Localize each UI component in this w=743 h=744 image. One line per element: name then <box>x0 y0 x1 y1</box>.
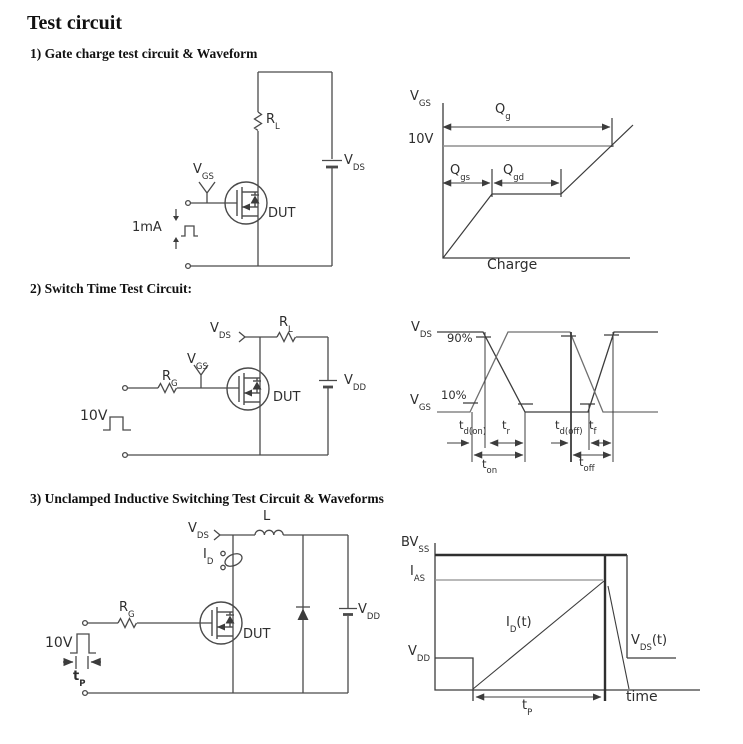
terminal <box>186 201 191 206</box>
label-wf2-vds: $V_{DS}$ <box>411 320 432 340</box>
label-vds-probe: $V_{DS}$ <box>188 521 209 541</box>
label-vdd: $V_{DD}$ <box>344 373 366 393</box>
switch-time-waveform-art <box>437 332 658 462</box>
label-rg: $R_G$ <box>119 600 135 620</box>
label-bvss: $BV_{SS}$ <box>401 535 430 555</box>
label-90pct: 90% <box>447 331 473 345</box>
label-wf2-vgs: $V_{GS}$ <box>410 393 431 413</box>
label-dut: DUT <box>268 206 296 221</box>
inductor-l <box>255 530 283 535</box>
switch-time-circuit-art <box>103 332 337 457</box>
label-vds-t: $V_{DS}(t)$ <box>631 633 668 653</box>
label-dut: DUT <box>243 627 271 642</box>
label-wf1-10v: 10V <box>408 132 434 147</box>
resistor-rl <box>255 112 262 131</box>
label-vdd: $V_{DD}$ <box>358 602 380 622</box>
id-fall <box>608 586 629 689</box>
label-ton: $t_{on}$ <box>482 457 498 477</box>
probe-terminal <box>221 565 225 569</box>
terminal <box>123 453 128 458</box>
label-10pct: 10% <box>441 388 467 402</box>
label-charge-axis: Charge <box>487 257 538 273</box>
terminal <box>83 621 88 626</box>
label-qgs: $Q_{gs}$ <box>450 163 471 183</box>
label-rl: $R_L$ <box>266 112 280 132</box>
pulse-symbol <box>181 226 198 236</box>
label-tp: $t_P$ <box>522 698 533 718</box>
label-wf1-vgs-axis: $V_{GS}$ <box>410 89 431 109</box>
label-vds-probe: $V_{DS}$ <box>210 321 231 341</box>
label-10v-pulse: 10V <box>45 635 73 651</box>
uis-waveform-art <box>435 543 700 701</box>
label-dut: DUT <box>273 390 301 405</box>
label-vdd-level: $V_{DD}$ <box>408 644 430 664</box>
gate-charge-waveform-art <box>443 103 633 258</box>
label-td-on: $t_{d(on)}$ <box>459 418 487 438</box>
label-vgs: $V_{GS}$ <box>193 162 214 182</box>
label-vgs: $V_{GS}$ <box>187 352 208 372</box>
label-tf: $t_f$ <box>589 418 597 438</box>
id-ramp <box>473 581 604 689</box>
label-10v-pulse: 10V <box>80 408 108 424</box>
section2-heading: 2) Switch Time Test Circuit: <box>30 281 193 296</box>
label-tp-width: $t_P$ <box>73 669 86 689</box>
label-1ma: 1mA <box>132 220 162 235</box>
label-tr: $t_r$ <box>502 418 511 438</box>
label-rl: $R_L$ <box>279 315 293 335</box>
label-qgd: $Q_{gd}$ <box>503 163 525 183</box>
label-vds-battery: $V_{DS}$ <box>344 153 365 173</box>
probe-terminal <box>221 551 225 555</box>
mosfet-symbol <box>227 368 269 410</box>
vds-probe <box>214 530 220 540</box>
label-qg: $Q_g$ <box>495 102 511 122</box>
diode-triangle <box>298 609 309 621</box>
page-title: Test circuit <box>27 12 122 34</box>
terminal <box>83 691 88 696</box>
label-time-axis: time <box>626 689 658 705</box>
vds-probe <box>239 332 245 342</box>
section1-heading: 1) Gate charge test circuit & Waveform <box>30 46 258 61</box>
label-ias: $I_{AS}$ <box>410 564 426 584</box>
terminal <box>186 264 191 269</box>
vgs-curve <box>443 125 633 258</box>
terminal <box>123 386 128 391</box>
label-rg: $R_G$ <box>162 369 178 389</box>
pulse-symbol <box>70 634 96 653</box>
vdd-step <box>435 658 473 701</box>
label-toff: $t_{off}$ <box>579 455 595 475</box>
label-inductor: L <box>263 509 271 524</box>
section3-heading: 3) Unclamped Inductive Switching Test Circuit & Waveforms <box>30 491 384 506</box>
label-td-off: $t_{d(off)}$ <box>555 418 583 438</box>
label-id-t: $I_D(t)$ <box>506 615 532 635</box>
label-id: $I_D$ <box>203 547 214 567</box>
vgs-probe <box>199 182 215 203</box>
